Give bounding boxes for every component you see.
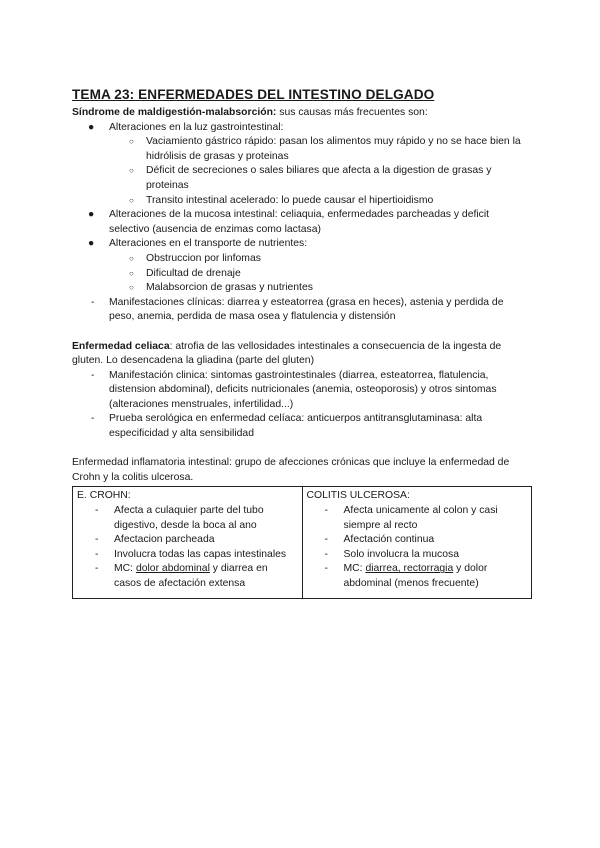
table-list-item-mc: [307, 562, 528, 591]
circle-marker: ○: [129, 166, 134, 176]
bullet-marker: ●: [88, 209, 95, 221]
bullet-marker: ●: [88, 121, 95, 133]
dash-list-item-text: Manifestaciones clínicas: diarrea y esteatorrea (grasa en heces), astenia y perdida de peso, anemia, perdida de masa osea y flatulencia y distensión: [109, 296, 504, 323]
malabsorption-intro: [72, 106, 528, 121]
sub-list-item: [72, 135, 528, 164]
ibd-comparison-table: [72, 486, 532, 598]
sub-list-item: [72, 164, 528, 193]
dash-list-item: [72, 369, 528, 413]
dash-list-item-text: Prueba serológica en enfermedad celíaca: anticuerpos antitransglutaminasa: alta especificidad y alta sensibilidad: [109, 413, 483, 440]
dash-marker: -: [91, 296, 95, 308]
sub-list-item-text: Malabsorcion de grasas y nutrientes: [146, 282, 313, 294]
table-list-item-text: Afectacion parcheada: [114, 534, 215, 546]
dash-marker: -: [91, 413, 95, 425]
celiac-list: [72, 369, 528, 442]
ibd-intro: Enfermedad inflamatoria intestinal: grupo de afecciones crónicas que incluye la enfermedad de Crohn y la colitis ulcerosa.: [72, 457, 510, 483]
sub-list-item: [72, 267, 528, 282]
dash-list-item-text: Manifestación clinica: sintomas gastrointestinales (diarrea, esteatorrea, flatulencia, distension abdominal), deficits nutricionales (anemia, osteoporosis) y otros sintomas (alteraciones menstruales, infertilidad...): [109, 369, 497, 410]
sub-list-item: [72, 194, 528, 209]
sub-list-item-text: Vaciamiento gástrico rápido: pasan los alimentos muy rápido y no se hace bien la hidrólisis de grasas y proteinas: [146, 136, 521, 162]
malabsorption-intro-text: sus causas más frecuentes son:: [276, 107, 428, 118]
colitis-title: COLITIS ULCEROSA:: [306, 490, 410, 502]
circle-marker: ○: [129, 268, 134, 278]
table-list-item-text: Afectación continua: [343, 534, 435, 546]
circle-marker: ○: [129, 137, 134, 147]
mc-prefix: MC:: [114, 563, 136, 575]
table-list-item: [77, 548, 298, 563]
list-item: [72, 208, 528, 237]
dash-list-item: [72, 296, 528, 325]
crohn-title: E. CROHN:: [77, 490, 131, 502]
malabsorption-heading: Síndrome de maldigestión-malabsorción:: [72, 107, 277, 118]
table-list-item-mc: [77, 562, 298, 591]
sub-list-item-text: Déficit de secreciones o sales biliares que afecta a la digestion de grasas y proteinas: [146, 165, 492, 191]
sub-list-item: [72, 252, 528, 267]
table-list-item-text: Afecta unicamente al colon y casi siempre al recto: [343, 505, 498, 531]
dash-marker: -: [95, 505, 99, 517]
sub-list-item: [72, 281, 528, 296]
circle-marker: ○: [129, 283, 134, 293]
celiac-intro: [72, 340, 528, 369]
list-item: [72, 121, 528, 136]
dash-marker: -: [324, 548, 328, 560]
list-item-text: Alteraciones en la luz gastrointestinal:: [109, 121, 284, 133]
table-list-item-text: Solo involucra la mucosa: [343, 548, 460, 560]
table-list-item: [77, 504, 298, 533]
dash-marker: -: [95, 534, 99, 546]
table-list-item: [307, 548, 528, 563]
mc-underlined-text: dolor abdominal: [135, 563, 210, 575]
mc-suffix: y diarrea en casos de afectación extensa: [114, 563, 268, 589]
celiac-heading: Enfermedad celiaca: [72, 340, 170, 352]
sub-list-item-text: Obstruccion por linfomas: [146, 252, 261, 264]
circle-marker: ○: [129, 253, 134, 263]
page-title: TEMA 23: ENFERMEDADES DEL INTESTINO DELGADO: [72, 87, 435, 102]
mc-underlined-text: diarrea, rectorragia: [365, 563, 454, 575]
table-list-item: [307, 533, 528, 548]
table-list-item-text: Afecta a culaquier parte del tubo digestivo, desde la boca al ano: [114, 505, 264, 531]
malabsorption-causes-list: [72, 121, 528, 325]
colitis-column: [302, 487, 532, 598]
list-item-text: Alteraciones en el transporte de nutrientes:: [109, 238, 308, 250]
mc-prefix: MC:: [343, 563, 366, 575]
table-list-item-text: Involucra todas las capas intestinales: [114, 548, 287, 560]
circle-marker: ○: [129, 195, 134, 205]
document-page: [72, 86, 528, 599]
mc-suffix: y dolor abdominal (menos frecuente): [343, 563, 488, 589]
dash-marker: -: [324, 534, 328, 546]
crohn-column: [73, 487, 303, 598]
dash-marker: -: [324, 563, 328, 575]
table-list-item: [307, 504, 528, 533]
dash-marker: -: [324, 505, 328, 517]
sub-list-item-text: Dificultad de drenaje: [146, 267, 241, 279]
bullet-marker: ●: [88, 238, 95, 250]
list-item-text: Alteraciones de la mucosa intestinal: celiaquia, enfermedades parcheadas y deficit selectivo (ausencia de enzimas como lactasa): [109, 209, 490, 235]
table-list-item: [77, 533, 298, 548]
dash-marker: -: [95, 548, 99, 560]
list-item: [72, 237, 528, 252]
sub-list-item-text: Transito intestinal acelerado: lo puede causar el hipertioidismo: [146, 194, 434, 206]
dash-list-item: [72, 412, 528, 441]
celiac-intro-text: : atrofia de las vellosidades intestinales a consecuencia de la ingesta de gluten. Lo desencadena la gliadina (parte del gluten): [72, 340, 502, 367]
dash-marker: -: [91, 369, 95, 381]
dash-marker: -: [95, 563, 99, 575]
